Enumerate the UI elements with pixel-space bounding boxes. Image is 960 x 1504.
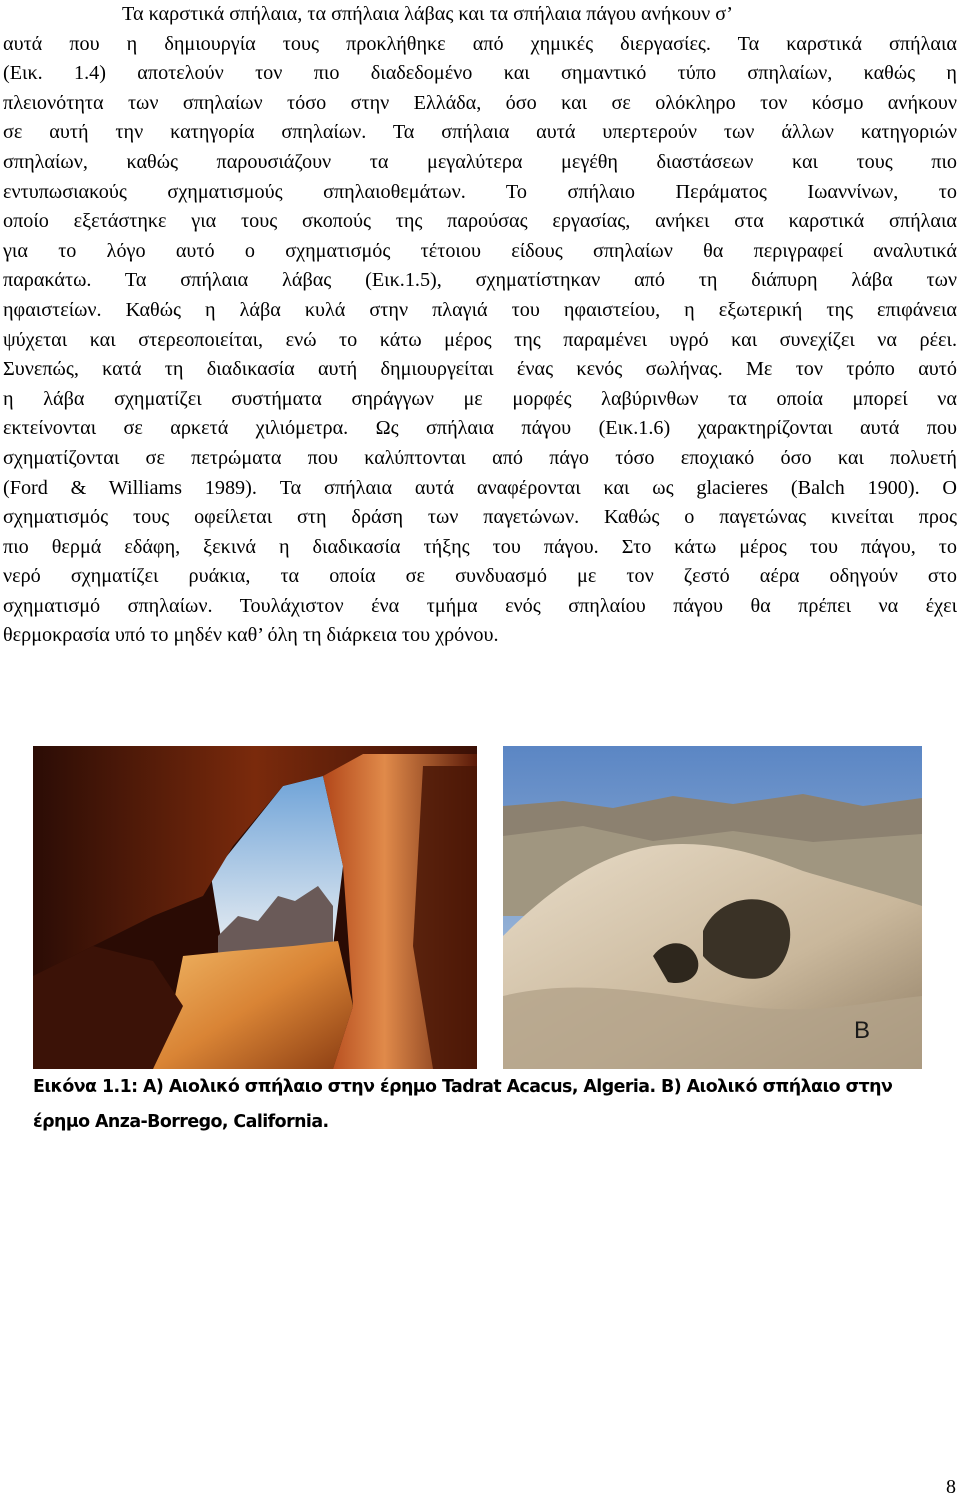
paragraph-line: θερμοκρασία υπό το μηδέν καθ’ όλη τη διάρκεια του χρόνου. [3, 624, 499, 647]
body-paragraph [3, 0, 957, 651]
caption-line: Εικόνα 1.1: Α) Αιολικό σπήλαιο στην έρημο Tadrat Acacus, Algeria. Β) Αιολικό σπήλαιο στην [33, 1077, 893, 1097]
photo-rock-arch-anza-borrego [503, 746, 922, 1069]
arch-photo-illustration [503, 746, 922, 1069]
paragraph-line: σχηματισμός τους οφείλεται στη δράση των παγετώνων. Καθώς ο παγετώνας κινείται προς [3, 506, 957, 529]
paragraph-line: ηφαιστείων. Καθώς η λάβα κυλά στην πλαγιά του ηφαιστείου, η εξωτερική της επιφάνεια [3, 298, 957, 321]
paragraph-line: Τα καρστικά σπήλαια, τα σπήλαια λάβας και τα σπήλαια πάγου ανήκουν σ’ [122, 3, 733, 25]
paragraph-line: σχηματισμό σπηλαίων. Τουλάχιστον ένα τμήμα ενός σπηλαίου πάγου θα πρέπει να έχει [3, 594, 957, 617]
paragraph-line: οποίο εξετάστηκε για τους σκοπούς της παρούσας εργασίας, ανήκει στα καρστικά σπήλαια [3, 210, 957, 233]
paragraph-line: νερό σχηματίζει ρυάκια, τα οποία σε συνδυασμό με τον ζεστό αέρα οδηγούν στο [3, 565, 957, 588]
paragraph-line: η λάβα σχηματίζει συστήματα σηράγγων με μορφές λαβύρινθων τα οποία μπορεί να [3, 387, 957, 410]
paragraph-line: εντυπωσιακούς σχηματισμούς σπηλαιοθεμάτων. Το σπήλαιο Περάματος Ιωαννίνων, το [3, 180, 957, 203]
photo-label-b: B [854, 1017, 871, 1044]
figure-caption [33, 1070, 959, 1140]
paragraph-line: ψύχεται και στερεοποιείται, ενώ το κάτω μέρος της παραμένει υγρό και συνεχίζει να ρέει. [3, 328, 957, 351]
caption-line: έρημο Anza-Borrego, California. [33, 1112, 329, 1132]
paragraph-line: για το λόγο αυτό ο σχηματισμός τέτοιου είδους σπηλαίων θα περιγραφεί αναλυτικά [3, 239, 957, 262]
paragraph-line: παρακάτω. Τα σπήλαια λάβας (Εικ.1.5), σχηματίστηκαν από τη διάπυρη λάβα των [3, 269, 957, 292]
paragraph-line: (Ford & Williams 1989). Τα σπήλαια αυτά αναφέρονται και ως glacieres (Balch 1900). Ο [3, 476, 957, 499]
page-number: 8 [946, 1476, 956, 1498]
paragraph-line: σπηλαίων, καθώς παρουσιάζουν τα μεγαλύτερα μεγέθη διαστάσεων και τους πιο [3, 150, 957, 173]
cave-photo-illustration [33, 746, 477, 1069]
paragraph-line: εκτείνονται σε αρκετά χιλιόμετρα. Ως σπήλαια πάγου (Εικ.1.6) χαρακτηρίζονται αυτά που [3, 417, 957, 440]
paragraph-line: Συνεπώς, κατά τη διαδικασία αυτή δημιουργείται ένας κενός σωλήνας. Με τον τρόπο αυτό [3, 358, 957, 381]
paragraph-line: σε αυτή την κατηγορία σπηλαίων. Τα σπήλαια αυτά υπερτερούν των άλλων κατηγοριών [3, 121, 957, 144]
paragraph-line: (Εικ. 1.4) αποτελούν τον πιο διαδεδομένο και σημαντικό τύπο σπηλαίων, καθώς η [3, 62, 957, 85]
paragraph-line: πλειονότητα των σπηλαίων τόσο στην Ελλάδα, όσο και σε ολόκληρο τον κόσμο ανήκουν [3, 91, 957, 114]
paragraph-line: αυτά που η δημιουργία τους προκλήθηκε από χημικές διεργασίες. Τα καρστικά σπήλαια [3, 32, 957, 55]
paragraph-line: σχηματίζονται σε πετρώματα που καλύπτονται από πάγο τόσο εποχιακό όσο και πολυετή [3, 446, 957, 469]
photo-desert-cave-algeria [33, 746, 477, 1069]
paragraph-line: πιο θερμά εδάφη, ξεκινά η διαδικασία τήξης του πάγου. Στο κάτω μέρος του πάγου, το [3, 535, 957, 558]
